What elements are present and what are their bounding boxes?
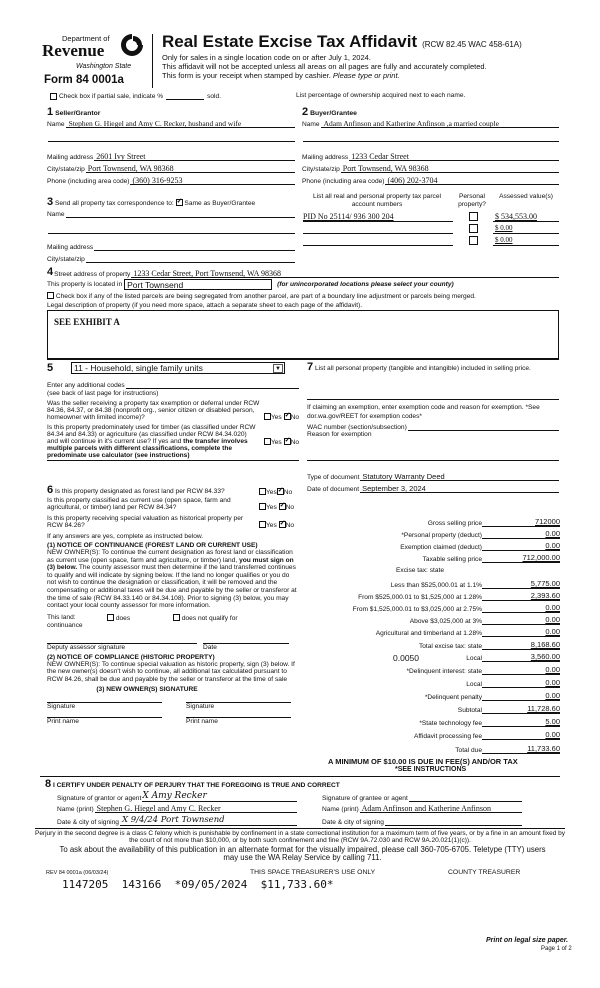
calc-row [300, 578, 560, 589]
legal-description-label: Legal description of property (if you need more space, attach a separate sheet to each page of the affidavit). [47, 302, 363, 309]
see-instructions-note: *SEE INSTRUCTIONS [395, 766, 467, 773]
calc-row [300, 651, 560, 662]
corr-city-label: City/state/zip [47, 256, 85, 263]
print-legal-note: Print on legal size paper. [486, 937, 569, 944]
delinquent-interest-state-field[interactable]: 0.00 [482, 665, 560, 675]
no-label: No [290, 439, 299, 446]
owner-signature-2-field[interactable] [186, 702, 291, 710]
doc-date-label: Date of document [307, 486, 360, 493]
header-line-3-italic: Please type or print. [332, 71, 400, 80]
partial-sale-percent-field[interactable] [166, 93, 204, 100]
parcel-row [303, 223, 559, 234]
assessed-value-field[interactable]: $ 534,553.00 [493, 211, 559, 222]
street-address-label: Street address of property [54, 271, 131, 278]
calc-row [300, 690, 560, 701]
tier2-label: From $525,000.01 to $1,525,000 at 1.28% [358, 594, 482, 601]
header-line-2: This affidavit will not be accepted unless all areas on all pages are fully and accurately completed. [162, 62, 487, 71]
buyer-city-row [302, 164, 559, 173]
corr-city-row [47, 254, 295, 263]
seller-name-label: Name [47, 121, 65, 128]
grantee-date-field[interactable] [385, 817, 522, 826]
tier1-label: Less than $525,000.01 at 1.1% [390, 582, 482, 589]
corr-mailing-label: Mailing address [47, 244, 94, 251]
timber-question [47, 424, 258, 459]
additional-codes-note: (see back of last page for instructions) [47, 390, 159, 397]
forest-q3-row [47, 515, 299, 529]
personal-property-text: List all personal property (tangible and intangible) included in selling price. [314, 365, 531, 372]
corr-city-field[interactable] [86, 254, 295, 263]
delinquent-interest-local-label: Local [466, 681, 482, 688]
seller-name-line-2[interactable] [48, 133, 295, 142]
notice-continuance-text-a: NEW OWNER(S): To continue the current designation as forest land or classification as current use (open space, farm and agriculture, or timber) land, [47, 549, 293, 564]
additional-codes-label: Enter any additional codes [47, 382, 125, 389]
forest-q2-no-checkbox[interactable] [279, 503, 286, 510]
partial-sale-label: Check box if partial sale, indicate % [59, 93, 164, 100]
grantor-signature-field[interactable]: X Amy Recker [142, 791, 297, 802]
owner-sig-row [47, 702, 299, 710]
dor-swirl-icon [119, 32, 145, 58]
calc-row [300, 528, 560, 539]
same-as-buyer-label: Same as Buyer/Grantee [184, 200, 256, 207]
grantor-date-field[interactable]: X 9/4/24 Port Townsend [120, 815, 297, 826]
same-as-buyer-checkbox[interactable] [176, 199, 183, 206]
seller-heading: Seller/Grantor [55, 110, 101, 117]
taxable-selling-price-field: 712,000.00 [482, 553, 560, 563]
forest-q1 [47, 484, 259, 496]
assessed-value-field[interactable]: $ 0.00 [493, 223, 559, 234]
no-label: No [285, 504, 295, 511]
parcel-table [303, 193, 559, 246]
title-block [162, 32, 582, 80]
seller-phone-row [47, 176, 295, 185]
buyer-name-field[interactable]: Adam Anfinson and Katherine Anfinson ,a married couple [321, 119, 559, 128]
street-address-field[interactable]: 1233 Cedar Street, Port Townsend, WA 98368 [131, 269, 559, 278]
street-address-row [47, 266, 559, 278]
parcel-row [303, 235, 559, 246]
seller-name-field[interactable]: Stephen G. Hiegel and Amy C. Recker, husband and wife [66, 119, 295, 128]
grantor-signature-row [57, 791, 297, 802]
forest-q3-no-checkbox[interactable] [279, 521, 286, 528]
correspondence-section [47, 196, 295, 263]
partial-sale-row [50, 93, 221, 100]
personal-col-header: Personal property? [458, 193, 486, 208]
doc-date-row [307, 484, 559, 493]
exemption-code-label: If claiming an exemption, enter exemption code and reason for exemption. *See dor.wa.gov/REET for exemption codes* [307, 404, 540, 420]
this-land-label: This land: [47, 613, 76, 621]
owner-signature-1-field[interactable] [47, 702, 162, 710]
revenue-label: Revenue [42, 41, 105, 60]
personal-property-checkbox[interactable] [469, 212, 478, 221]
buyer-name-label: Name [302, 121, 320, 128]
segregated-row [47, 292, 559, 300]
calc-row [300, 614, 560, 625]
personal-property-section-number: 7 [307, 361, 314, 373]
corr-name-field[interactable] [66, 209, 295, 218]
grantee-date-row [322, 815, 522, 826]
tier3-field: 0.00 [482, 603, 560, 613]
form-number: Form 84 0001a [44, 74, 124, 86]
exemption-claimed-field[interactable]: 0.00 [482, 541, 560, 551]
timber-answer [264, 438, 299, 459]
owner-print-name-1-field[interactable] [47, 717, 162, 725]
calc-row [300, 716, 560, 727]
buyer-city-field[interactable]: Port Townsend, WA 98368 [341, 164, 559, 173]
calc-row [300, 743, 560, 754]
yes-label: Yes [266, 522, 277, 529]
tier2-field: 2,393.60 [482, 591, 560, 601]
owner-print-row [47, 717, 299, 725]
yes-label: Yes [270, 414, 282, 421]
perjury-text: Perjury in the second degree is a class C felony which is punishable by confinement in a state correctional institution for a maximum term of five years, or by a fine in an amount fixed by the court of not more than $10,000, or by both such confinement and fine (RCW 9A.72.030 and RCW 9A.20.021(1)(c)). [34, 830, 565, 844]
buyer-mailing-row [302, 152, 559, 161]
certify-section [45, 778, 565, 826]
certify-divider [40, 776, 560, 777]
forest-q2-answer [259, 503, 294, 511]
forest-q1-yes-checkbox[interactable] [259, 488, 266, 495]
buyer-name-line-2[interactable] [303, 133, 559, 142]
page-number: Page 1 of 2 [541, 946, 572, 952]
county-treasurer-label: COUNTY TREASURER [448, 869, 521, 876]
timber-yes-checkbox[interactable] [264, 438, 271, 445]
local-tax-field: 3,560.00 [482, 652, 560, 662]
seller-phone-label: Phone (including area code) [47, 178, 130, 185]
tier4-field: 0.00 [482, 615, 560, 625]
parcel-number-field[interactable] [303, 235, 453, 246]
state-label: Washington State [76, 63, 132, 70]
personal-property-checkbox[interactable] [469, 224, 478, 233]
exemption-no-checkbox[interactable] [284, 413, 291, 420]
calc-row [300, 677, 560, 688]
grantee-name-label: Name (print) [322, 806, 359, 813]
this-land-row [47, 614, 299, 622]
header-line-1: Only for sales in a single location code on or after July 1, 2024. [162, 53, 371, 62]
total-due-field: 11,733.60 [482, 744, 560, 754]
property-section [47, 266, 559, 360]
assessor-signature-field[interactable] [47, 643, 197, 651]
forest-q3-answer [259, 521, 294, 529]
land-use-row [47, 362, 299, 374]
land-use-select[interactable] [71, 362, 285, 374]
alt-format-note: To ask about the availability of this publication in an alternate format for the visually impaired, please call 360-705-6705. Teletype (TTY) users may use the WA Relay Service by calling 711. [59, 845, 546, 862]
calc-row [300, 590, 560, 601]
revision-label: REV 84 0001a (06/03/24) [46, 870, 109, 876]
grantee-signature-row [322, 791, 522, 802]
grantee-date-label: Date & city of signing [322, 819, 384, 826]
notice-continuance-bold: you must sign on (3) below. [47, 556, 294, 572]
corr-mailing-row [47, 242, 295, 251]
calc-row [300, 602, 560, 613]
agricultural-label: Agricultural and timberland at 1.28% [375, 630, 482, 637]
grantor-date-label: Date & city of signing [57, 819, 119, 826]
technology-fee-field: 5.00 [482, 717, 560, 727]
calc-row [300, 639, 560, 650]
taxable-selling-price-label: Taxable selling price [422, 556, 482, 563]
total-excise-state-field: 8,168.60 [482, 640, 560, 650]
tier1-field: 5,775.00 [482, 579, 560, 589]
subtotal-field: 11,728.60 [482, 704, 560, 714]
forest-q2: Is this property classified as current use (open space, farm and agricultural, or timber) land per RCW 84.34? [47, 497, 231, 511]
buyer-mailing-field[interactable]: 1233 Cedar Street [349, 152, 559, 161]
seller-city-row [47, 164, 295, 173]
does-not-qualify-checkbox[interactable] [173, 614, 180, 621]
footer-divider [35, 828, 565, 829]
buyer-phone-label: Phone (including area code) [302, 178, 385, 185]
new-owner-signature-title: (3) NEW OWNER(S) SIGNATURE [96, 685, 198, 693]
processing-fee-label: Affidavit processing fee [413, 733, 482, 740]
print-name-label: Print name [186, 717, 218, 725]
print-name-label: Print name [47, 717, 79, 725]
forest-q1-text: Is this property designated as forest land per RCW 84.33? [54, 488, 225, 495]
parcel-table-header [303, 193, 559, 209]
buyer-city-label: City/state/zip [302, 166, 340, 173]
timber-question-row [47, 424, 299, 461]
notice-continuance-title: (1) NOTICE OF CONTINUANCE (FOREST LAND OR CURRENT USE) [47, 542, 258, 549]
grantor-date-row [57, 815, 297, 826]
wac-field[interactable] [408, 422, 559, 431]
additional-codes-field[interactable] [126, 380, 299, 389]
exemption-answer [264, 413, 299, 421]
delinquent-interest-state-label: *Delinquent interest: state [406, 668, 482, 675]
exemption-yes-checkbox[interactable] [264, 413, 271, 420]
reason-label: Reason for exemption [307, 431, 372, 438]
forest-q2-yes-checkbox[interactable] [259, 503, 266, 510]
forest-q1-row [47, 484, 299, 496]
perjury-note [30, 830, 570, 844]
located-in-note: (for unincorporated locations please select your county) [277, 281, 454, 288]
buyer-heading: Buyer/Grantee [310, 110, 357, 117]
buyer-phone-row [302, 176, 559, 185]
calc-row [300, 729, 560, 740]
exemption-question-row [47, 400, 299, 421]
total-excise-state-label: Total excise tax: state [418, 643, 482, 650]
timber-question-bold: the transfer involves multiple parcels with different classifications, complete the predominate use calculator (see instructions) [47, 438, 248, 459]
treasurer-use-label: THIS SPACE TREASURER'S USE ONLY [250, 869, 376, 876]
reason-field[interactable] [307, 460, 559, 461]
buyer-section [302, 106, 559, 185]
agricultural-field: 0.00 [482, 627, 560, 637]
parcel-col-header: List all real and personal property tax parcel account numbers [313, 193, 441, 208]
property-section-number: 4 [47, 266, 54, 278]
partial-sale-sold-label: sold. [207, 93, 222, 100]
buyer-name-row [302, 119, 559, 128]
header-divider [152, 34, 153, 88]
buyer-phone-field[interactable]: (406) 202-3704 [385, 176, 559, 185]
segregated-label: Check box if any of the listed parcels are being segregated from another parcel, are part of a boundary line adjustment or parcels being merged. [55, 293, 476, 300]
correspondence-section-number: 3 [47, 196, 54, 208]
certify-name-row [45, 804, 565, 813]
forest-q3-yes-checkbox[interactable] [259, 521, 266, 528]
if-yes-note: If any answers are yes, complete as instructed below. [47, 533, 204, 540]
buyer-section-number: 2 [302, 106, 309, 118]
processing-fee-field[interactable]: 0.00 [482, 730, 560, 740]
forest-q1-no-checkbox[interactable] [277, 488, 284, 495]
calc-row [300, 626, 560, 637]
doc-type-label: Type of document [307, 474, 360, 481]
seller-phone-field[interactable]: (360) 316-9253 [130, 176, 295, 185]
subtotal-label: Subtotal [457, 707, 482, 714]
grantor-name-label: Name (print) [57, 806, 94, 813]
corr-name-line-2[interactable] [48, 225, 295, 234]
personal-property-section [307, 361, 559, 493]
certify-heading [45, 778, 565, 790]
local-rate-value: 0.0050 [393, 653, 419, 663]
assessor-date-label: Date [203, 643, 217, 651]
tier3-label: From $1,525,000.01 to $3,025,000 at 2.75% [352, 606, 482, 613]
seller-section [47, 106, 295, 185]
form-title-ref: (RCW 82.45 WAC 458-61A) [422, 40, 522, 49]
located-in-label: This property is located in [47, 281, 123, 288]
personal-property-deduct-label: *Personal property (deduct) [401, 532, 482, 539]
personal-property-checkbox[interactable] [469, 236, 478, 245]
forest-q2-row [47, 497, 299, 511]
certify-heading-text: I CERTIFY UNDER PENALTY OF PERJURY THAT THE FOREGOING IS TRUE AND CORRECT [52, 782, 340, 789]
seller-mailing-field[interactable]: 2601 Ivy Street [94, 152, 295, 161]
additional-codes-row [47, 380, 299, 389]
grantee-name-row [322, 804, 522, 813]
calc-row [300, 540, 560, 551]
grantor-name-field[interactable]: Stephen G. Hiegel and Amy C. Recker [95, 804, 297, 813]
assessor-sig-row [47, 643, 299, 651]
certify-sig-row [45, 791, 565, 802]
correspondence-label: Send all property tax correspondence to: [54, 200, 174, 207]
located-in-row [47, 279, 559, 290]
legal-description-field[interactable] [47, 310, 559, 360]
treasurer-receipt-stamp: 1147205 143166 *09/05/2024 $11,733.60* [62, 878, 334, 891]
gross-selling-price-label: Gross selling price [427, 520, 482, 527]
calc-row [300, 516, 560, 527]
notice-continuance-text [47, 549, 299, 610]
delinquent-penalty-field[interactable]: 0.00 [482, 691, 560, 701]
total-due-label: Total due [455, 747, 482, 754]
does-qualify-checkbox[interactable] [107, 614, 114, 621]
header-line-3 [162, 71, 582, 80]
ownership-note: List percentage of ownership acquired next to each name. [296, 92, 466, 99]
exemption-question: Was the seller receiving a property tax exemption or deferral under RCW 84.36, 84.37, or 84.38 (nonprofit org., senior citizen or disabled person, homeowner with limited income)? [47, 400, 260, 421]
dor-logo [40, 32, 158, 90]
minimum-due-note: A MINIMUM OF $10.00 IS DUE IN FEE(S) AND/OR TAX [328, 757, 518, 766]
technology-fee-label: *State technology fee [419, 720, 482, 727]
land-use-selected-value: 11 - Household, single family units [74, 363, 203, 373]
parcel-number-field[interactable]: PID No 25114/ 936 300 204 [303, 211, 453, 222]
corr-name-row [47, 209, 295, 218]
assessed-value-field[interactable]: $ 0.00 [493, 235, 559, 246]
local-tax-label: Local [466, 655, 482, 662]
calc-row [300, 552, 560, 563]
segregated-checkbox[interactable] [47, 292, 54, 299]
delinquent-penalty-label: *Delinquent penalty [424, 694, 482, 701]
excise-tax-state-label: Excise tax: state [396, 567, 445, 574]
owner-print-name-2-field[interactable] [186, 717, 291, 725]
dept-of-label: Department of [62, 34, 110, 43]
assessor-signature-label: Deputy assessor signature [47, 643, 126, 651]
timber-question-text: Is this property predominately used for timber (as classified under RCW 84.34 and 84.33) or agriculture (as classified under RCW 84.34.020) and will continue in it's current use? If yes and [47, 424, 256, 445]
chevron-down-icon[interactable]: ▼ [273, 364, 283, 373]
land-use-section-number: 5 [47, 362, 54, 374]
wac-label: WAC number (section/subsection) [307, 424, 407, 431]
yes-label: Yes [270, 439, 282, 446]
personal-property-label [307, 361, 559, 373]
signature-label: Signature [47, 702, 76, 710]
grantee-name-field[interactable]: Adam Anfinson and Katherine Anfinson [360, 804, 522, 813]
personal-property-field[interactable] [307, 399, 559, 400]
notice-continuance-text-b: The county assessor must then determine if the land transferred continues to qualify and will indicate by signing below. If the land no longer qualifies or you do not wish to continue the designation or classification, it will be removed and the compensating or additional taxes will be due and payable by the seller or transferor at the time of sale (RCW 84.33.140 or 84.34.108). Prior to signing (3) below, you may contact your local county assessor for more information. [47, 564, 297, 610]
forest-section [47, 484, 299, 725]
timber-no-checkbox[interactable] [284, 438, 291, 445]
corr-name-label: Name [47, 211, 65, 218]
seller-city-field[interactable]: Port Townsend, WA 98368 [86, 164, 295, 173]
located-in-field[interactable]: Port Townsend [124, 279, 272, 290]
forest-section-number: 6 [47, 484, 54, 496]
grantor-name-row [57, 804, 297, 813]
does-not-label: does not qualify for [181, 614, 238, 622]
no-label: No [285, 522, 295, 529]
assessor-date-field[interactable] [203, 643, 289, 651]
gross-selling-price-field[interactable]: 712000 [482, 517, 560, 527]
seller-name-row [47, 119, 295, 128]
no-label: No [290, 414, 299, 421]
notice-compliance-title: (2) NOTICE OF COMPLIANCE (HISTORIC PROPERTY) [47, 653, 215, 661]
parcel-number-field[interactable] [303, 223, 453, 234]
does-label: does [115, 614, 131, 622]
notice-compliance-text: NEW OWNER(S): To continue special valuation as historic property, sign (3) below. If the new owner(s) doesn't wish to continue, all additional tax calculated pursuant to RCW 84.26, shall be due and payable by the seller or transferor at the time of sale [47, 660, 295, 683]
yes-label: Yes [266, 489, 277, 496]
exemption-claimed-label: Exemption claimed (deduct) [400, 544, 482, 551]
calc-row [300, 664, 560, 675]
grantor-signature-label: Signature of grantor or agent [57, 795, 142, 802]
signature-label: Signature [186, 702, 215, 710]
continuance-label: continuance [47, 621, 83, 629]
yes-label: Yes [266, 504, 277, 511]
seller-section-number: 1 [47, 106, 54, 118]
forest-q1-answer [259, 488, 292, 496]
certify-date-row [45, 815, 565, 826]
wac-row [307, 422, 559, 431]
seller-mailing-row [47, 152, 295, 161]
header-line-3-text: This form is your receipt when stamped by cashier. [162, 71, 331, 80]
doc-type-field[interactable]: Statutory Warranty Deed [360, 472, 559, 481]
doc-type-row [307, 472, 559, 481]
header [40, 32, 580, 90]
doc-date-field[interactable]: September 3, 2024 [360, 484, 559, 493]
land-use-section [47, 362, 299, 461]
forest-q3: Is this property receiving special valuation as historical property per RCW 84.26? [47, 515, 244, 529]
partial-sale-checkbox[interactable] [50, 93, 57, 100]
assessed-col-header: Assessed value(s) [499, 193, 553, 200]
form-title: Real Estate Excise Tax Affidavit [162, 32, 418, 51]
personal-property-deduct-field[interactable]: 0.00 [482, 529, 560, 539]
tier4-label: Above $3,025,000 at 3% [409, 618, 482, 625]
buyer-mailing-label: Mailing address [302, 154, 349, 161]
corr-mailing-field[interactable] [94, 242, 295, 251]
delinquent-interest-local-field[interactable]: 0.00 [482, 678, 560, 688]
grantee-signature-label: Signature of grantee or agent [322, 795, 408, 802]
certify-section-number: 8 [45, 778, 52, 790]
legal-description-text: SEE EXHIBIT A [54, 317, 120, 327]
calc-row [300, 703, 560, 714]
no-label: No [283, 489, 293, 496]
parcel-row [303, 211, 559, 222]
grantee-signature-field[interactable] [409, 793, 522, 802]
seller-city-label: City/state/zip [47, 166, 85, 173]
seller-mailing-label: Mailing address [47, 154, 94, 161]
